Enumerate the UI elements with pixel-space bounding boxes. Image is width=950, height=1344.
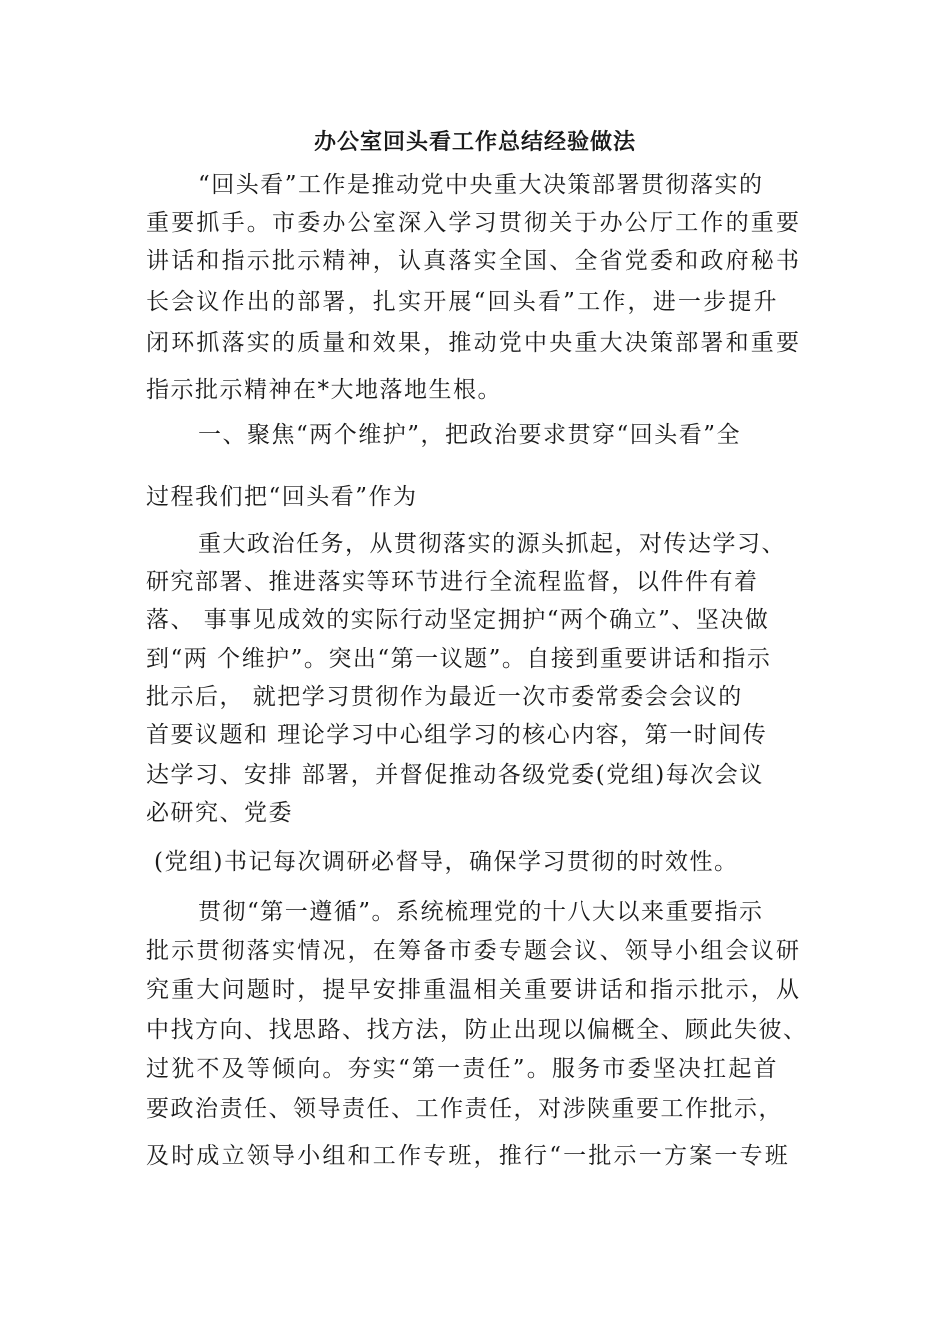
body-line: (党组)书记每次调研必督导，确保学习贯彻的时效性。 — [154, 849, 739, 875]
body-line: 过犹不及等倾向。夯实“第一责任”。服务市委坚决扛起首 — [146, 1056, 779, 1082]
body-line: 研究部署、推进落实等环节进行全流程监督，以件件有着 — [146, 569, 759, 595]
body-line: 落、 事事见成效的实际行动坚定拥护“两个确立”、坚决做 — [146, 607, 770, 633]
body-line: 要政治责任、领导责任、工作责任，对涉陕重要工作批示， — [146, 1096, 783, 1122]
body-line: 长会议作出的部署，扎实开展“回头看”工作，进一步提升 — [146, 289, 779, 315]
body-line: 究重大问题时，提早安排重温相关重要讲话和指示批示，从 — [146, 977, 802, 1003]
body-line: 重要抓手。市委办公室深入学习贯彻关于办公厅工作的重要 — [146, 210, 802, 236]
section-heading-line: 一、聚焦“两个维护”，把政治要求贯穿“回头看”全 — [198, 422, 742, 448]
body-line: 重大政治任务，从贯彻落实的源头抓起，对传达学习、 — [198, 531, 786, 557]
body-line: 批示后， 就把学习贯彻作为最近一次市委常委会会议的 — [146, 684, 743, 710]
body-line: 批示贯彻落实情况，在筹备市委专题会议、领导小组会议研 — [146, 938, 802, 964]
body-line: 达学习、安排 部署，并督促推动各级党委(党组)每次会议 — [146, 762, 764, 788]
body-line: 闭环抓落实的质量和效果，推动党中央重大决策部署和重要 — [146, 330, 802, 356]
body-line: 贯彻“第一遵循”。系统梳理党的十八大以来重要指示 — [198, 899, 764, 925]
body-line: 讲话和指示批示精神，认真落实全国、全省党委和政府秘书 — [146, 248, 802, 274]
body-line: 首要议题和 理论学习中心组学习的核心内容，第一时间传 — [146, 722, 768, 748]
body-line: 到“两 个维护”。突出“第一议题”。自接到重要讲话和指示 — [146, 646, 772, 672]
body-line: 必研究、党委 — [146, 800, 293, 826]
body-line: 及时成立领导小组和工作专班，推行“一批示一方案一专班 — [146, 1143, 790, 1169]
body-line: 中找方向、找思路、找方法，防止出现以偏概全、顾此失彼、 — [146, 1017, 808, 1043]
body-line: 指示批示精神在*大地落地生根。 — [146, 377, 502, 403]
body-line: “回头看”工作是推动党中央重大决策部署贯彻落实的 — [198, 172, 764, 198]
document-title: 办公室回头看工作总结经验做法 — [313, 129, 636, 155]
section-heading-line: 过程我们把“回头看”作为 — [146, 484, 418, 510]
